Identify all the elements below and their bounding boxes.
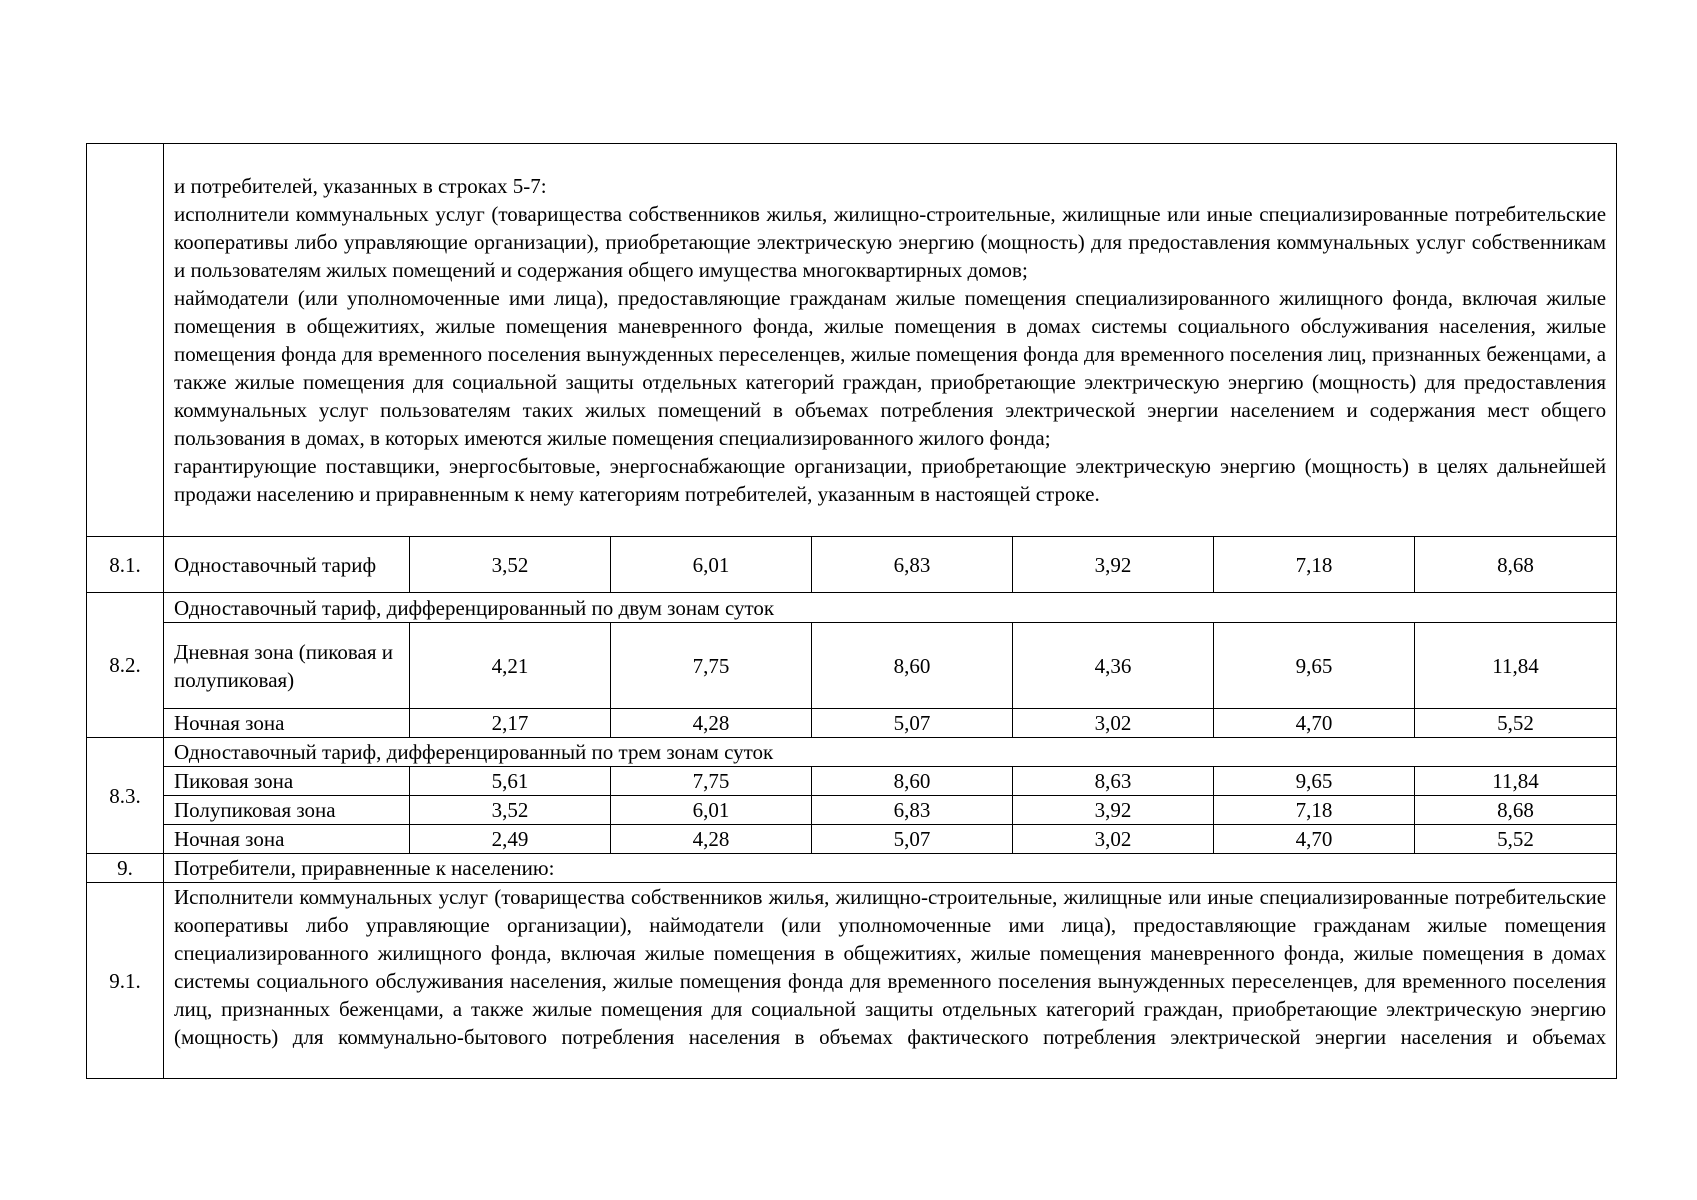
value-cell: 4,28 xyxy=(611,709,812,738)
value-cell: 3,52 xyxy=(410,796,611,825)
row-8-3-peak xyxy=(87,767,1617,796)
row-8-2-night xyxy=(87,709,1617,738)
value-cell: 6,83 xyxy=(812,796,1013,825)
row-8-2-day xyxy=(87,623,1617,709)
intro-line: исполнители коммунальных услуг (товарищества собственников жилья, жилищно-строительные, жилищные или иные специализированные потребительские кооперативы либо управляющие организации), приобретающие электрическую энергию (мощность) для предоставления коммунальных услуг собственникам и пользователям жилых помещений и содержания общего имущества многоквартирных домов; xyxy=(174,202,1607,282)
row-8-2-heading xyxy=(87,593,1617,623)
value-cell: 4,70 xyxy=(1214,709,1415,738)
row-8-3-night xyxy=(87,825,1617,854)
value-cell: 8,60 xyxy=(812,623,1013,709)
intro-text-cell xyxy=(164,144,1617,537)
value-cell: 8,60 xyxy=(812,767,1013,796)
intro-line: наймодатели (или уполномоченные ими лица), предоставляющие гражданам жилые помещения специализированного жилищного фонда, включая жилые помещения в общежитиях, жилые помещения маневренного фонда, жилые помещения в домах системы социального обслуживания населения, жилые помещения фонда для временного поселения вынужденных переселенцев, жилые помещения фонда для временного поселения лиц, признанных беженцами, а также жилые помещения для социальной защиты отдельных категорий граждан, приобретающие электрическую энергию (мощность) для предоставления коммунальных услуг пользователям таких жилых помещений в объемах потребления электрической энергии населением и содержания мест общего пользования в домах, в которых имеются жилые помещения специализированного жилого фонда; xyxy=(174,286,1607,450)
value-cell: 7,18 xyxy=(1214,796,1415,825)
intro-line: и потребителей, указанных в строках 5-7: xyxy=(174,174,547,198)
value-cell: 6,01 xyxy=(611,537,812,593)
row-label: Полупиковая зона xyxy=(164,796,410,825)
value-cell: 2,17 xyxy=(410,709,611,738)
row-label: Ночная зона xyxy=(164,709,410,738)
value-cell: 5,07 xyxy=(812,825,1013,854)
row-label: Дневная зона (пиковая и полупиковая) xyxy=(164,623,410,709)
value-cell: 3,02 xyxy=(1013,825,1214,854)
row-number: 8.2. xyxy=(87,593,164,738)
value-cell: 9,65 xyxy=(1214,623,1415,709)
value-cell: 11,84 xyxy=(1415,623,1617,709)
value-cell: 3,52 xyxy=(410,537,611,593)
tariff-table xyxy=(86,143,1617,1079)
row-8-1 xyxy=(87,537,1617,593)
value-cell: 3,92 xyxy=(1013,537,1214,593)
value-cell: 4,70 xyxy=(1214,825,1415,854)
row-number: 9. xyxy=(87,854,164,883)
section-heading: Одноставочный тариф, дифференцированный по двум зонам суток xyxy=(164,593,1617,623)
value-cell: 5,52 xyxy=(1415,709,1617,738)
intro-line: гарантирующие поставщики, энергосбытовые, энергоснабжающие организации, приобретающие электрическую энергию (мощность) в целях дальнейшей продажи населению и приравненным к нему категориям потребителей, указанным в настоящей строке. xyxy=(174,454,1607,506)
value-cell: 6,83 xyxy=(812,537,1013,593)
row-9-1-text: Исполнители коммунальных услуг (товарищества собственников жилья, жилищно-строительные, жилищные или иные специализированные потребительские кооперативы либо управляющие организации), наймодатели (или уполномоченные ими лица), предоставляющие гражданам жилые помещения специализированного жилищного фонда, включая жилые помещения в общежитиях, жилые помещения маневренного фонда, жилые помещения в домах системы социального обслуживания населения, жилые помещения фонда для временного поселения вынужденных переселенцев, для временного поселения лиц, признанных беженцами, а также жилые помещения для социальной защиты отдельных категорий граждан, приобретающие электрическую энергию (мощность) для коммунально-бытового потребления населения в объемах фактического потребления электрической энергии населения и объемах xyxy=(174,885,1607,1049)
row-9-1 xyxy=(87,883,1617,1079)
row-label: Одноставочный тариф xyxy=(164,537,410,593)
intro-num-cell xyxy=(87,144,164,537)
value-cell: 8,68 xyxy=(1415,796,1617,825)
value-cell: 5,61 xyxy=(410,767,611,796)
row-label: Пиковая зона xyxy=(164,767,410,796)
row-8-3-semipeak xyxy=(87,796,1617,825)
row-8-3-heading xyxy=(87,738,1617,767)
section-heading: Потребители, приравненные к населению: xyxy=(164,854,1617,883)
section-heading: Одноставочный тариф, дифференцированный по трем зонам суток xyxy=(164,738,1617,767)
value-cell: 8,63 xyxy=(1013,767,1214,796)
value-cell: 11,84 xyxy=(1415,767,1617,796)
row-9-1-text-cell xyxy=(164,883,1617,1079)
intro-row xyxy=(87,144,1617,537)
value-cell: 4,36 xyxy=(1013,623,1214,709)
row-9 xyxy=(87,854,1617,883)
value-cell: 7,75 xyxy=(611,767,812,796)
value-cell: 9,65 xyxy=(1214,767,1415,796)
row-number: 8.3. xyxy=(87,738,164,854)
row-label: Ночная зона xyxy=(164,825,410,854)
value-cell: 8,68 xyxy=(1415,537,1617,593)
row-number: 9.1. xyxy=(87,883,164,1079)
value-cell: 7,75 xyxy=(611,623,812,709)
value-cell: 5,07 xyxy=(812,709,1013,738)
value-cell: 2,49 xyxy=(410,825,611,854)
value-cell: 4,21 xyxy=(410,623,611,709)
value-cell: 4,28 xyxy=(611,825,812,854)
row-number: 8.1. xyxy=(87,537,164,593)
value-cell: 7,18 xyxy=(1214,537,1415,593)
value-cell: 3,02 xyxy=(1013,709,1214,738)
value-cell: 5,52 xyxy=(1415,825,1617,854)
value-cell: 6,01 xyxy=(611,796,812,825)
value-cell: 3,92 xyxy=(1013,796,1214,825)
